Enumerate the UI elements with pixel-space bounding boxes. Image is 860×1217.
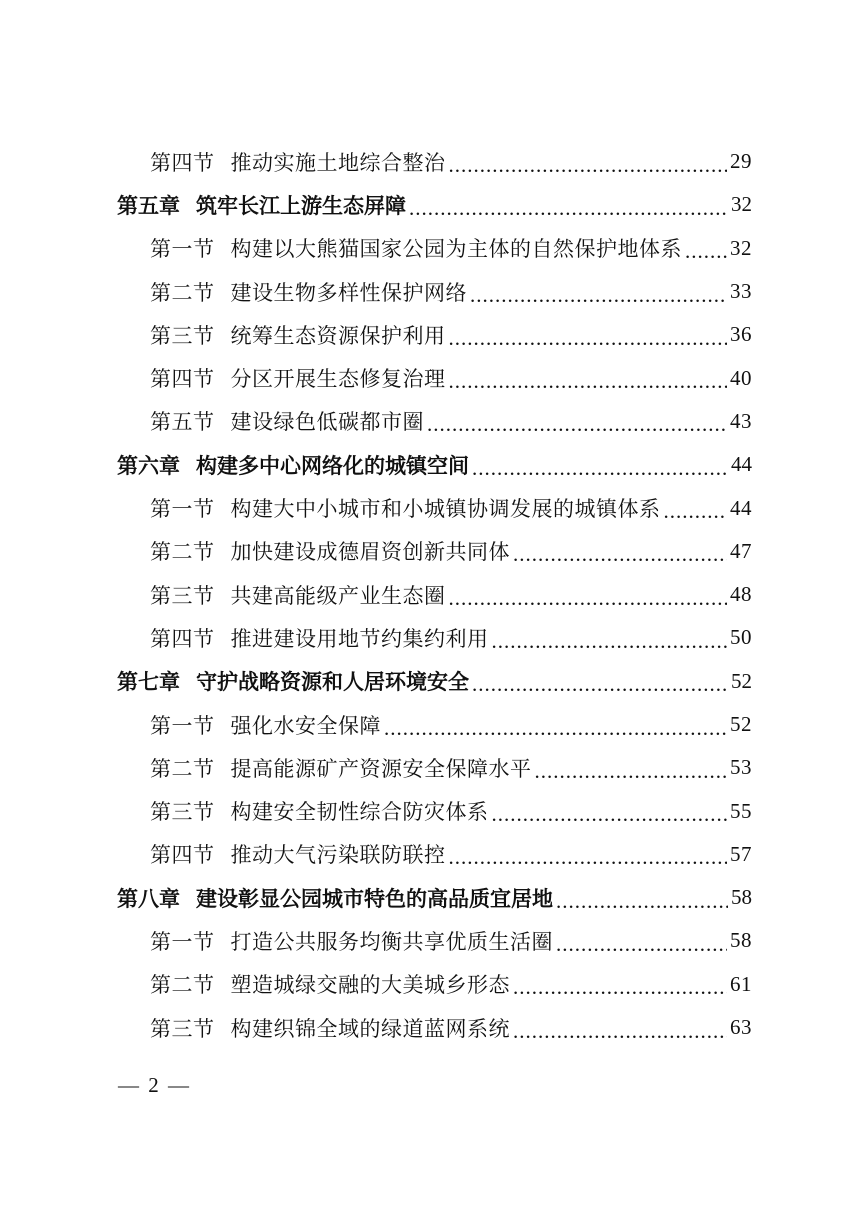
toc-entry-title: 守护战略资源和人居环境安全 [196, 670, 469, 695]
dot-leader [664, 497, 728, 519]
dot-leader [470, 281, 727, 303]
toc-entry-page: 32 [731, 192, 752, 217]
toc-section-entry[interactable] [0, 919, 860, 962]
toc-section-entry[interactable] [0, 270, 860, 313]
dot-leader [492, 800, 728, 822]
toc-entry-page: 50 [730, 625, 752, 650]
toc-entry-label: 第四节 [150, 367, 215, 392]
toc-entry-label: 第五节 [150, 410, 215, 435]
toc-section-entry[interactable] [0, 530, 860, 573]
toc-entry-page: 40 [730, 365, 752, 390]
toc-entry-page: 29 [730, 149, 752, 174]
toc-entry-label: 第三节 [150, 1016, 215, 1041]
dot-leader [556, 930, 727, 952]
toc-chapter-entry[interactable] [0, 876, 860, 919]
toc-entry-page: 36 [730, 322, 752, 347]
toc-entry-title: 强化水安全保障 [230, 713, 381, 738]
toc-entry-title: 提高能源矿产资源安全保障水平 [230, 756, 532, 781]
toc-entry-title: 构建大中小城市和小城镇协调发展的城镇体系 [230, 497, 661, 522]
toc-section-entry[interactable] [0, 616, 860, 659]
toc-entry-label: 第二节 [150, 756, 215, 781]
dot-leader [472, 454, 728, 476]
toc-entry-label: 第三节 [150, 323, 215, 348]
table-of-contents [0, 140, 860, 1049]
dot-leader [449, 584, 728, 606]
toc-entry-title: 构建多中心网络化的城镇空间 [196, 453, 469, 478]
toc-entry-title: 共建高能级产业生态圈 [230, 583, 446, 608]
toc-section-entry[interactable] [0, 356, 860, 399]
toc-entry-label: 第三节 [150, 583, 215, 608]
toc-entry-label: 第四节 [150, 843, 215, 868]
dot-leader [513, 973, 727, 995]
toc-entry-title: 打造公共服务均衡共享优质生活圈 [230, 929, 553, 954]
toc-entry-title: 分区开展生态修复治理 [230, 367, 446, 392]
toc-entry-label: 第三节 [150, 800, 215, 825]
toc-entry-label: 第四节 [150, 626, 215, 651]
toc-entry-title: 筑牢长江上游生态屏障 [196, 193, 406, 218]
toc-entry-page: 43 [730, 408, 752, 433]
toc-chapter-entry[interactable] [0, 183, 860, 226]
toc-entry-label: 第四节 [150, 150, 215, 175]
toc-entry-page: 53 [730, 755, 752, 780]
toc-entry-label: 第一节 [150, 929, 215, 954]
toc-entry-title: 推动大气污染联防联控 [230, 843, 446, 868]
toc-entry-page: 52 [730, 712, 752, 736]
toc-entry-label: 第二节 [150, 540, 215, 565]
toc-entry-title: 塑造城绿交融的大美城乡形态 [230, 973, 510, 998]
dot-leader [449, 151, 728, 173]
toc-section-entry[interactable] [0, 789, 860, 832]
toc-entry-label: 第八章 [117, 886, 180, 911]
toc-entry-title: 建设绿色低碳都市圈 [230, 410, 424, 435]
toc-section-entry[interactable] [0, 963, 860, 1006]
dot-leader [427, 410, 727, 432]
toc-entry-title: 推动实施土地综合整治 [230, 150, 446, 175]
toc-section-entry[interactable] [0, 833, 860, 876]
dot-leader [449, 843, 728, 865]
toc-entry-page: 33 [730, 279, 752, 304]
toc-entry-title: 构建织锦全域的绿道蓝网系统 [230, 1016, 510, 1041]
toc-entry-page: 47 [730, 538, 752, 563]
toc-entry-title: 建设生物多样性保护网络 [230, 280, 467, 305]
dot-leader [556, 887, 728, 909]
toc-entry-title: 推进建设用地节约集约利用 [230, 626, 489, 651]
toc-section-entry[interactable] [0, 313, 860, 356]
dot-leader [384, 714, 727, 736]
toc-entry-label: 第一节 [150, 237, 215, 262]
dot-leader [472, 670, 728, 692]
dot-leader [535, 757, 728, 779]
toc-entry-page: 63 [730, 1015, 752, 1040]
toc-section-entry[interactable] [0, 746, 860, 789]
dot-leader [449, 367, 728, 389]
dot-leader [513, 1017, 727, 1039]
toc-entry-title: 构建以大熊猫国家公园为主体的自然保护地体系 [230, 237, 682, 262]
toc-entry-page: 52 [731, 668, 752, 693]
toc-entry-label: 第二节 [150, 973, 215, 998]
toc-section-entry[interactable] [0, 1006, 860, 1049]
dot-leader [409, 194, 728, 216]
toc-entry-label: 第二节 [150, 280, 215, 305]
dot-leader [449, 324, 728, 346]
toc-section-entry[interactable] [0, 486, 860, 529]
toc-section-entry[interactable] [0, 400, 860, 443]
toc-entry-label: 第五章 [117, 193, 180, 218]
toc-entry-title: 建设彰显公园城市特色的高品质宜居地 [196, 886, 553, 911]
toc-entry-page: 57 [730, 841, 752, 866]
toc-entry-page: 55 [730, 798, 752, 823]
page-number: — 2 — [118, 1073, 191, 1097]
dot-leader [685, 237, 727, 259]
toc-entry-page: 44 [730, 495, 752, 520]
toc-chapter-entry[interactable] [0, 660, 860, 703]
toc-section-entry[interactable] [0, 140, 860, 183]
toc-chapter-entry[interactable] [0, 443, 860, 486]
toc-entry-label: 第一节 [150, 497, 215, 522]
toc-entry-title: 统筹生态资源保护利用 [230, 323, 446, 348]
toc-section-entry[interactable] [0, 573, 860, 616]
toc-entry-page: 61 [730, 971, 752, 996]
toc-entry-page: 44 [731, 452, 752, 477]
toc-entry-label: 第七章 [117, 670, 180, 695]
toc-entry-label: 第一节 [150, 713, 215, 738]
toc-section-entry[interactable] [0, 703, 860, 746]
toc-entry-page: 32 [730, 235, 752, 260]
dot-leader [492, 627, 728, 649]
toc-entry-page: 48 [730, 582, 752, 607]
toc-entry-label: 第六章 [117, 453, 180, 478]
dot-leader [513, 540, 727, 562]
toc-entry-title: 构建安全韧性综合防灾体系 [230, 800, 489, 825]
toc-section-entry[interactable] [0, 227, 860, 270]
toc-entry-title: 加快建设成德眉资创新共同体 [230, 540, 510, 565]
toc-entry-page: 58 [730, 928, 752, 953]
toc-entry-page: 58 [731, 885, 752, 910]
